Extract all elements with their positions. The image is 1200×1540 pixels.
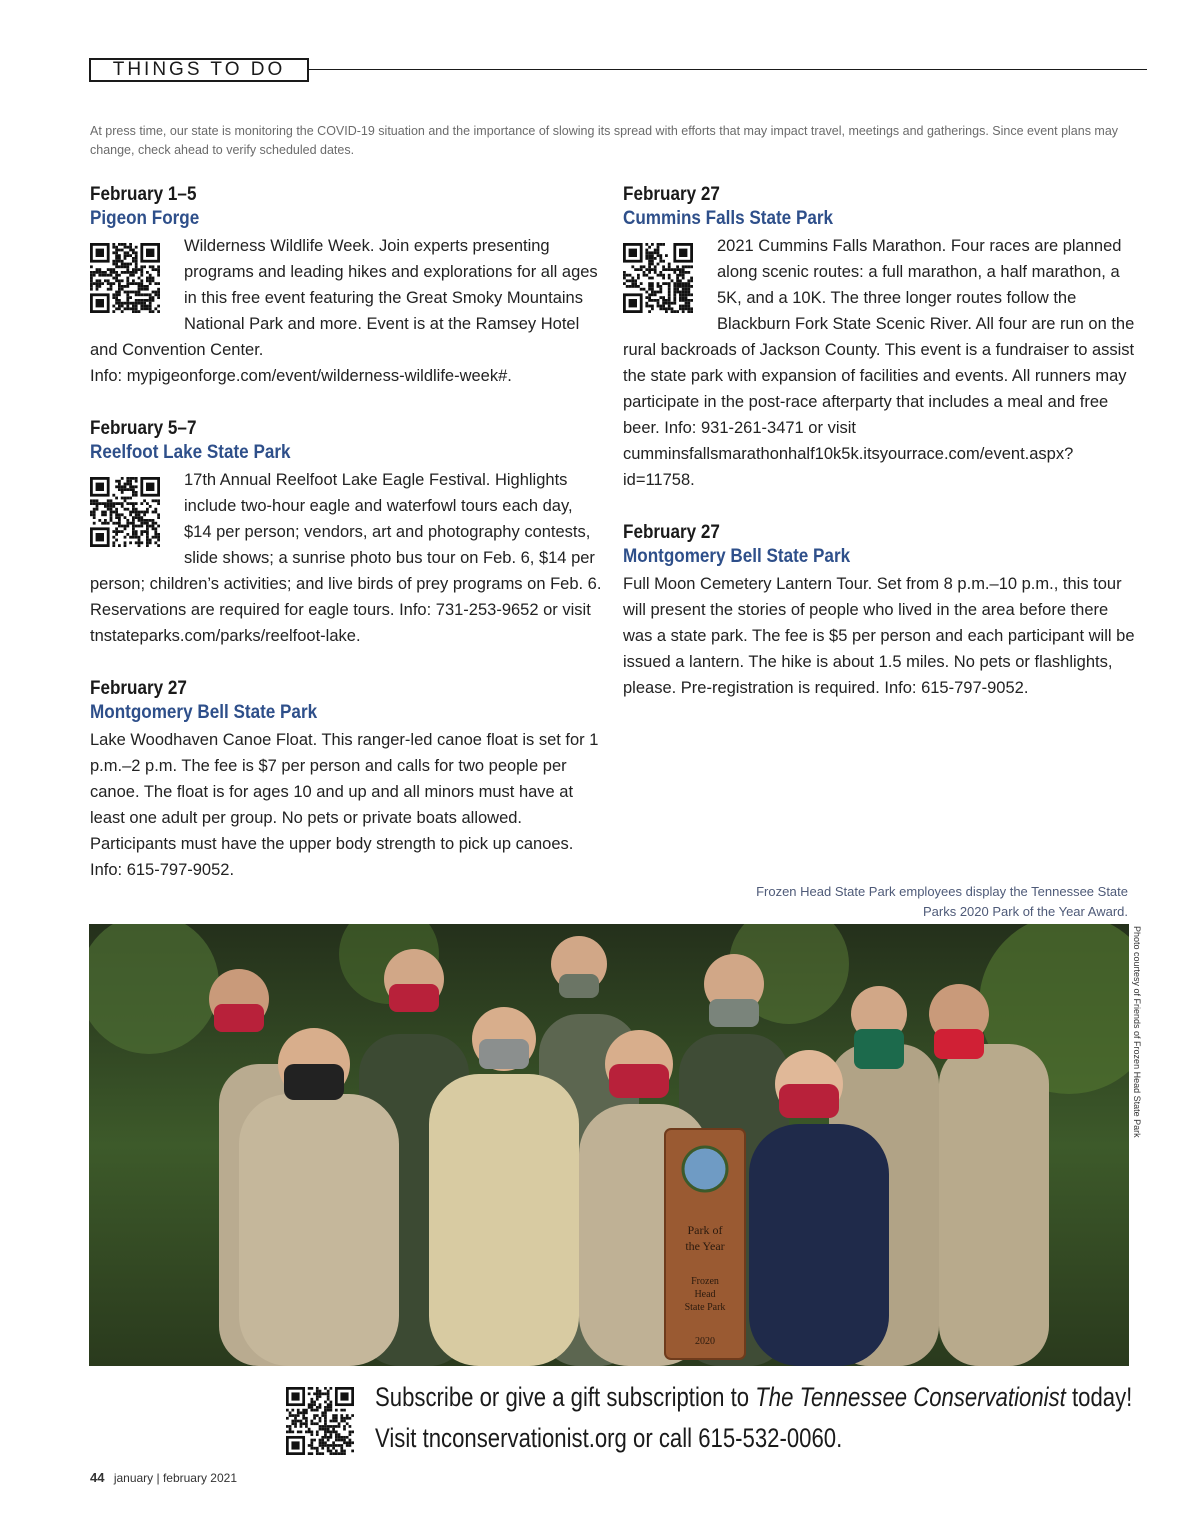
photo-caption: Frozen Head State Park employees display the Tennessee State Parks 2020 Park of the Year Award. — [756, 884, 1128, 919]
subscribe-suffix: today! — [1065, 1382, 1133, 1412]
event-description: 17th Annual Reelfoot Lake Eagle Festival. Highlights include two-hour eagle and waterfowl tours each day, $14 per person; vendors, art and photography contests, slide shows; a sunrise photo bus tour on Feb. 6, $14 per person; children’s activities; and live birds of prey programs on Feb. 6. Reservations are required for eagle tours. Info: 731-253-9652 or visit tnstateparks.com/parks/reelfoot-lake. — [90, 471, 602, 645]
event-location[interactable]: Montgomery Bell State Park — [90, 702, 318, 723]
event-description: Wilderness Wildlife Week. Join experts presenting programs and leading hikes and explorations for all ages in this free event featuring the Great Smoky Mountains National Park and more. Event is at the Ramsey Hotel and Convention Center. — [90, 237, 598, 359]
event-pigeon-forge — [90, 183, 602, 389]
event-location[interactable]: Cummins Falls State Park — [623, 208, 834, 229]
photo-credit: Photo courtesy of Friends of Frozen Head State Park — [1132, 926, 1142, 1138]
section-header: THINGS TO DO — [89, 58, 309, 82]
magazine-title: The Tennessee Conservationist — [755, 1382, 1066, 1412]
right-column — [623, 183, 1135, 729]
subscribe-line-1 — [375, 1377, 1133, 1418]
subscribe-prefix: Subscribe or give a gift subscription to — [375, 1382, 756, 1412]
park-of-the-year-plaque — [665, 1129, 745, 1359]
event-date: February 1–5 — [90, 184, 197, 205]
subscribe-qr-code-icon[interactable] — [286, 1387, 354, 1455]
event-date: February 27 — [90, 678, 187, 699]
subscribe-line-2[interactable]: Visit tnconservationist.org or call 615-532-0060. — [375, 1423, 843, 1453]
left-column — [90, 183, 602, 911]
page-number: 44 — [90, 1470, 105, 1485]
event-reelfoot — [90, 417, 602, 649]
event-location[interactable]: Reelfoot Lake State Park — [90, 442, 291, 463]
event-description: 2021 Cummins Falls Marathon. Four races are planned along scenic routes: a full marathon, a half marathon, a 5K, and a 10K. The three longer routes follow the Blackburn Fork State Scenic River. All four are run on the rural backroads of Jackson County. This event is a fundraiser to assist the state park with expansion of facilities and events. All runners may participate in the post-race afterparty that includes a meal and free beer. Info: 931-261-3471 or visit cumminsfallsmarathonhalf10k5k.itsyourrace.com/event.aspx?id=11758. — [623, 237, 1135, 489]
event-lantern-tour — [623, 521, 1135, 701]
page-footer — [90, 1470, 237, 1485]
event-body — [90, 233, 602, 389]
plaque-line: Frozen — [691, 1276, 719, 1287]
issue-date: january | february 2021 — [113, 1471, 238, 1485]
header-rule — [309, 69, 1147, 70]
event-info: Info: mypigeonforge.com/event/wilderness-wildlife-week#. — [90, 367, 512, 385]
event-cummins-falls — [623, 183, 1135, 493]
event-date: February 5–7 — [90, 418, 197, 439]
event-date: February 27 — [623, 522, 720, 543]
group-photo-illustration — [89, 924, 1129, 1366]
event-date: February 27 — [623, 184, 720, 205]
event-description: Full Moon Cemetery Lantern Tour. Set from 8 p.m.–10 p.m., this tour will present the stories of people who lived in the area before there was a state park. The fee is $5 per person and each participant will be issued a lantern. The hike is about 1.5 miles. No pets or flashlights, please. Pre-registration is required. Info: 615-797-9052. — [623, 575, 1135, 697]
event-body — [623, 233, 1135, 493]
subscribe-promo — [375, 1377, 1133, 1459]
plaque-line: Park of — [687, 1223, 723, 1237]
plaque-line: State Park — [684, 1302, 726, 1313]
event-body — [90, 467, 602, 649]
group-photo — [89, 924, 1129, 1366]
plaque-line: Head — [694, 1289, 716, 1300]
qr-code-icon[interactable] — [90, 477, 160, 547]
qr-code-icon[interactable] — [623, 243, 693, 313]
plaque-line: 2020 — [695, 1336, 715, 1347]
qr-code-icon[interactable] — [90, 243, 160, 313]
event-description: Lake Woodhaven Canoe Float. This ranger-led canoe float is set for 1 p.m.–2 p.m. The fee is $7 per person and calls for two people per canoe. The float is for ages 10 and up and all minors must have at least one adult per group. No pets or private boats allowed. Participants must have the upper body strength to pick up canoes. Info: 615-797-9052. — [90, 731, 599, 879]
event-location[interactable]: Pigeon Forge — [90, 208, 200, 229]
plaque-line: the Year — [685, 1239, 725, 1253]
covid-notice: At press time, our state is monitoring the COVID-19 situation and the importance of slowing its spread with efforts that may impact travel, meetings and gatherings. Since event plans may change, check ahead to verify scheduled dates. — [90, 124, 1119, 157]
event-location[interactable]: Montgomery Bell State Park — [623, 546, 851, 567]
event-canoe-float — [90, 677, 602, 883]
